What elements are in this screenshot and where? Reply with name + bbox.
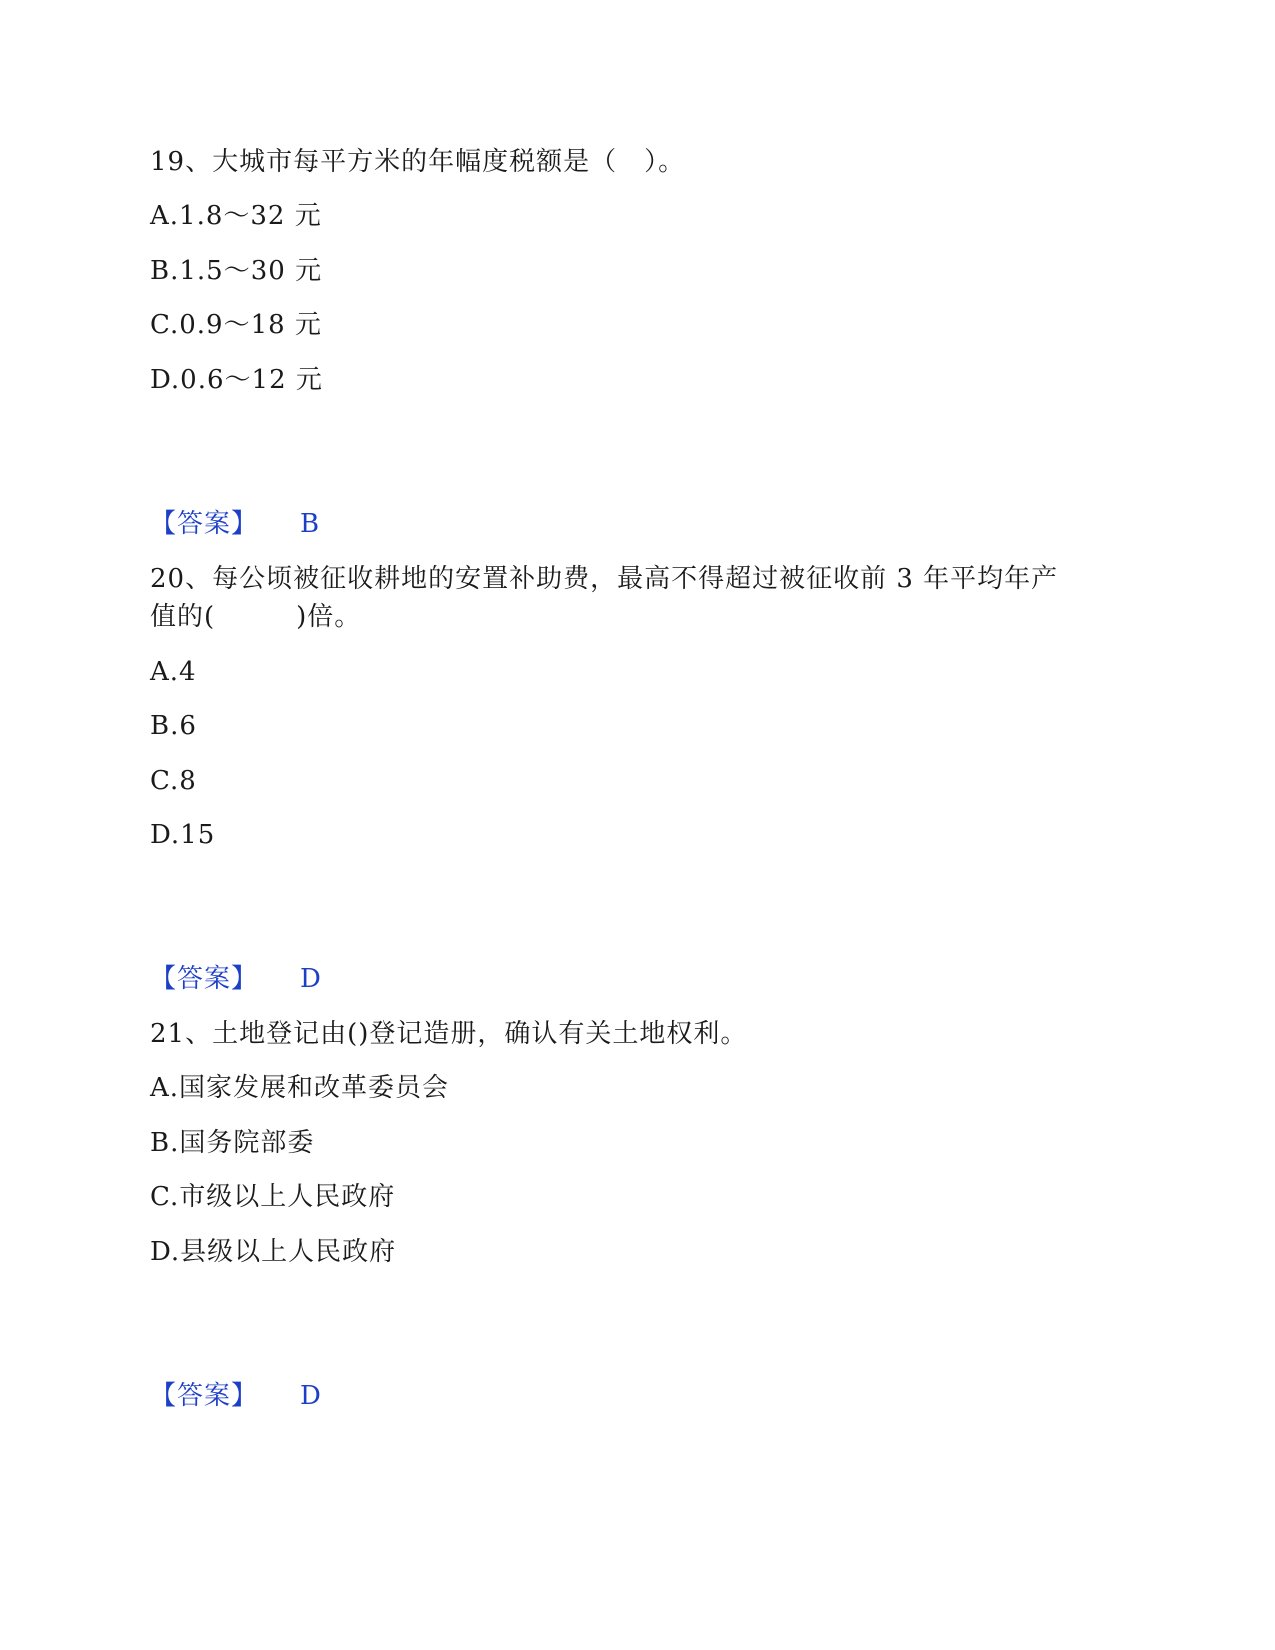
- answer-value: B: [300, 509, 320, 539]
- question-20-option-d: D.15: [150, 820, 216, 850]
- question-21-option-c: C.市级以上人民政府: [150, 1182, 396, 1212]
- question-20-stem-line-1: 20、每公顷被征收耕地的安置补助费，最高不得超过被征收前 3 年平均年产: [150, 564, 1059, 594]
- question-20-stem-line-2: 值的( )倍。: [150, 602, 362, 632]
- question-20-option-c: C.8: [150, 766, 197, 796]
- question-21-option-b: B.国务院部委: [150, 1128, 315, 1158]
- answer-value: D: [300, 964, 321, 994]
- question-19-stem: 19、大城市每平方米的年幅度税额是（ ）。: [150, 147, 686, 177]
- question-19-answer: [150, 505, 319, 543]
- question-21-option-d: D.县级以上人民政府: [150, 1237, 397, 1267]
- question-19-option-b: B.1.5～30 元: [150, 256, 323, 286]
- question-19-option-c: C.0.9～18 元: [150, 310, 322, 340]
- question-20-answer: [150, 960, 321, 998]
- question-19-option-d: D.0.6～12 元: [150, 365, 323, 395]
- answer-label: 【答案】: [150, 509, 259, 539]
- question-19-option-a: A.1.8～32 元: [150, 201, 322, 231]
- question-20-option-a: A.4: [150, 657, 197, 687]
- question-20-option-b: B.6: [150, 711, 197, 741]
- question-21-stem: 21、土地登记由()登记造册，确认有关土地权利。: [150, 1019, 748, 1049]
- answer-label: 【答案】: [150, 964, 259, 994]
- question-21-answer: [150, 1377, 321, 1415]
- answer-label: 【答案】: [150, 1381, 259, 1411]
- answer-value: D: [300, 1381, 321, 1411]
- question-21-option-a: A.国家发展和改革委员会: [150, 1073, 450, 1103]
